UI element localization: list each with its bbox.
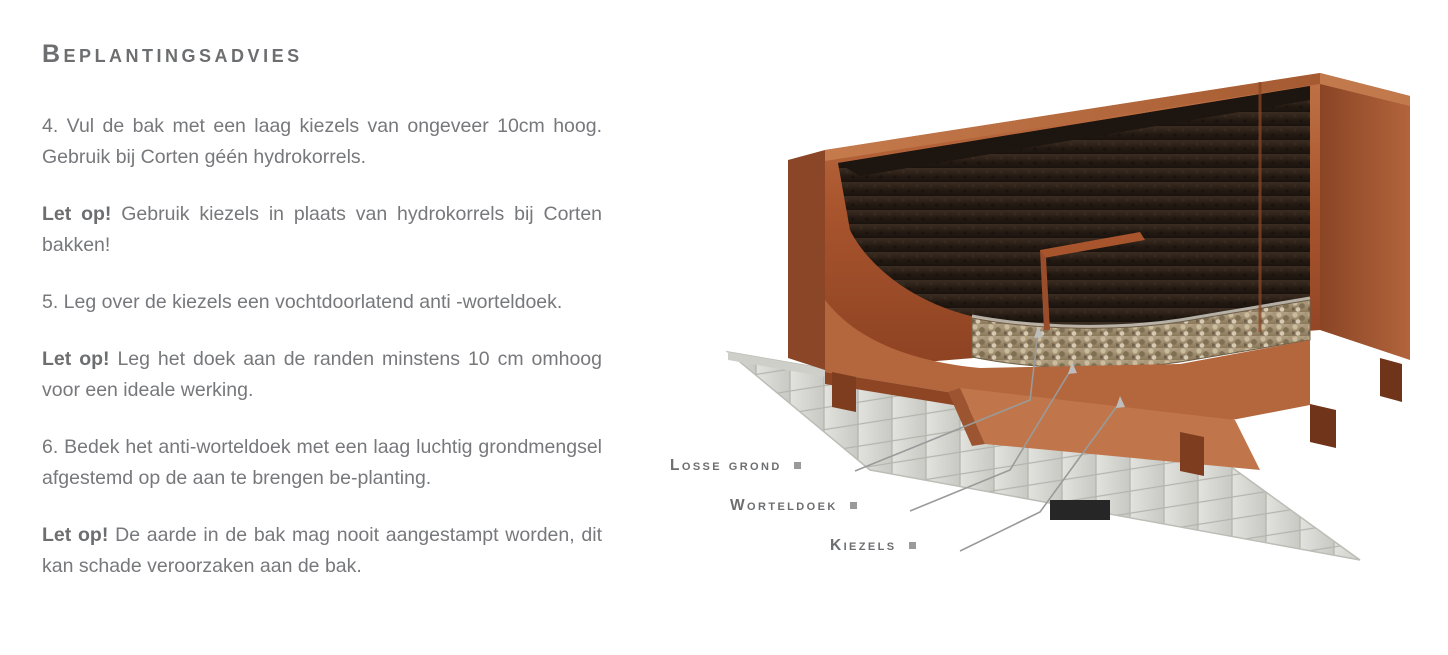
- note-lead: Let op!: [42, 203, 112, 225]
- callout-losse-grond: [670, 457, 801, 475]
- planter-illustration: [620, 0, 1448, 655]
- callout-kiezels: [830, 537, 916, 555]
- callout-label: Worteldoek: [730, 497, 838, 514]
- paragraph-text: 4. Vul de bak met een laag kiezels van ongeveer 10cm hoog. Gebruik bij Corten géén hydrokorrels.: [42, 115, 602, 168]
- text-column: [42, 40, 602, 582]
- paragraph-text: 6. Bedek het anti-worteldoek met een laag luchtig grondmengsel afgestemd op de aan te brengen be-planting.: [42, 436, 602, 489]
- callout-label: Losse grond: [670, 457, 782, 474]
- paragraph-text: Gebruik kiezels in plaats van hydrokorrels bij Corten bakken!: [42, 203, 603, 256]
- paragraph-text: 5. Leg over de kiezels een vochtdoorlatend anti -worteldoek.: [42, 291, 563, 313]
- note-lead: Let op!: [42, 348, 110, 370]
- paragraph-note-3: [42, 520, 602, 582]
- paragraph-text: De aarde in de bak mag nooit aangestampt worden, dit kan schade veroorzaken aan de bak.: [42, 524, 603, 577]
- callout-label: Kiezels: [830, 537, 897, 554]
- paragraph-step-6: [42, 432, 602, 494]
- illustration-area: [620, 0, 1448, 655]
- paragraph-note-2: [42, 344, 602, 406]
- callout-marker-icon: [850, 502, 857, 509]
- callout-worteldoek: [730, 497, 857, 515]
- paragraph-note-1: [42, 199, 602, 261]
- page-title: Beplantingsadvies: [42, 40, 303, 68]
- note-lead: Let op!: [42, 524, 109, 546]
- paragraph-step-4: [42, 111, 602, 173]
- paragraph-text: Leg het doek aan de randen minstens 10 cm omhoog voor een ideale werking.: [42, 348, 603, 401]
- callout-marker-icon: [794, 462, 801, 469]
- paragraph-step-5: [42, 287, 602, 318]
- callout-marker-icon: [909, 542, 916, 549]
